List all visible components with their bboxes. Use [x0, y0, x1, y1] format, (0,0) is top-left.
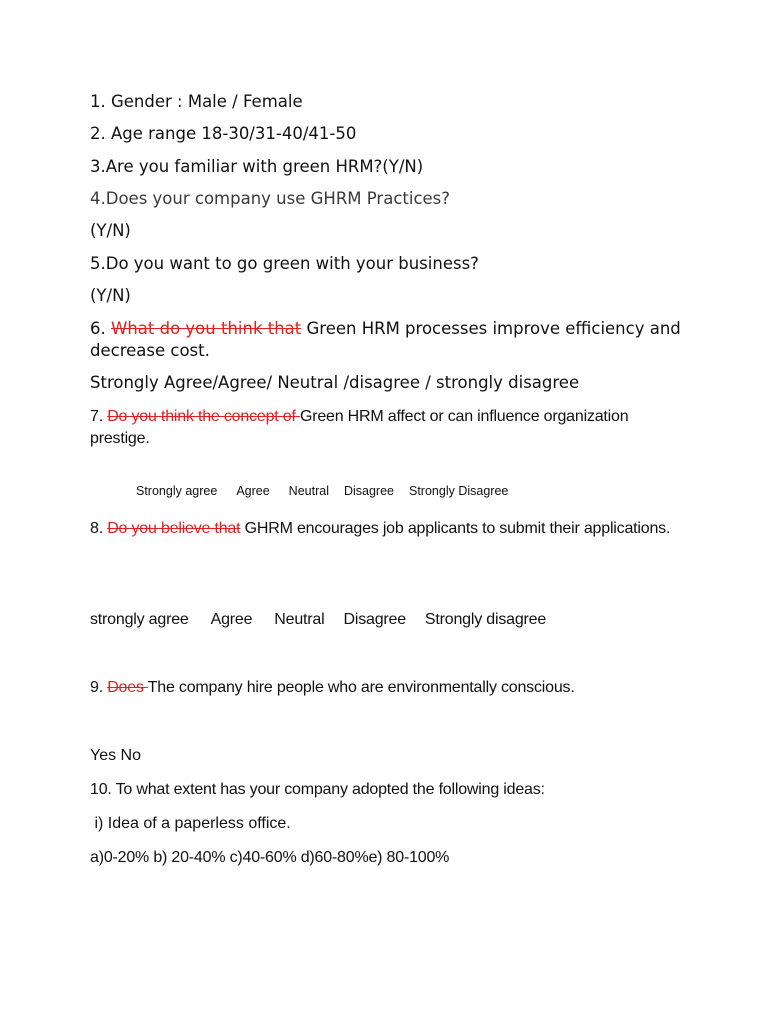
- question-7-scale: [136, 485, 508, 498]
- question-5: 5.Do you want to go green with your business?: [90, 254, 479, 273]
- scale-option: Agree: [236, 484, 270, 498]
- question-text: GHRM encourages job applicants to submit their applications.: [240, 520, 671, 537]
- scale-option: Neutral: [288, 484, 329, 498]
- question-10-item-i: i) Idea of a paperless office.: [90, 815, 291, 832]
- question-10-options: a)0-20% b) 20-40% c)40-60% d)60-80%e) 80-100%: [90, 849, 450, 866]
- question-10: 10. To what extent has your company adopted the following ideas:: [90, 781, 545, 798]
- question-6: [90, 318, 690, 362]
- question-1: 1. Gender : Male / Female: [90, 92, 303, 111]
- struck-text: Do you believe that: [107, 520, 241, 537]
- scale-option: Neutral: [274, 611, 325, 628]
- scale-option: Strongly Disagree: [409, 484, 509, 498]
- question-9: [90, 680, 575, 696]
- scale-option: Strongly agree: [136, 484, 218, 498]
- scale-option: strongly agree: [90, 611, 189, 628]
- struck-text: Do you think the concept of: [107, 408, 300, 425]
- question-8-scale: [90, 612, 546, 628]
- question-number: 7.: [90, 408, 108, 425]
- question-number: 8.: [90, 520, 108, 537]
- question-9-options: Yes No: [90, 747, 141, 764]
- question-8: [90, 518, 690, 540]
- question-text: Green HRM affect or can influence organization prestige.: [90, 408, 629, 448]
- question-number: 6.: [90, 319, 111, 338]
- question-7: [90, 406, 690, 450]
- question-3: 3.Are you familiar with green HRM?(Y/N): [90, 157, 424, 176]
- question-6-scale: Strongly Agree/Agree/ Neutral /disagree / strongly disagree: [90, 373, 580, 392]
- scale-option: Strongly disagree: [424, 611, 547, 628]
- struck-text: Does: [107, 679, 148, 696]
- struck-text: What do you think that: [111, 319, 302, 338]
- question-text: Green HRM processes improve efficiency and decrease cost.: [90, 319, 681, 360]
- question-5-options: (Y/N): [90, 286, 131, 305]
- question-4-options: (Y/N): [90, 221, 131, 240]
- scale-option: Disagree: [343, 611, 406, 628]
- question-2: 2. Age range 18-30/31-40/41-50: [90, 124, 357, 143]
- question-text: The company hire people who are environmentally conscious.: [147, 679, 575, 696]
- scale-option: Disagree: [343, 484, 394, 498]
- question-4: 4.Does your company use GHRM Practices?: [90, 189, 451, 208]
- question-number: 9.: [90, 679, 108, 696]
- scale-option: Agree: [210, 611, 253, 628]
